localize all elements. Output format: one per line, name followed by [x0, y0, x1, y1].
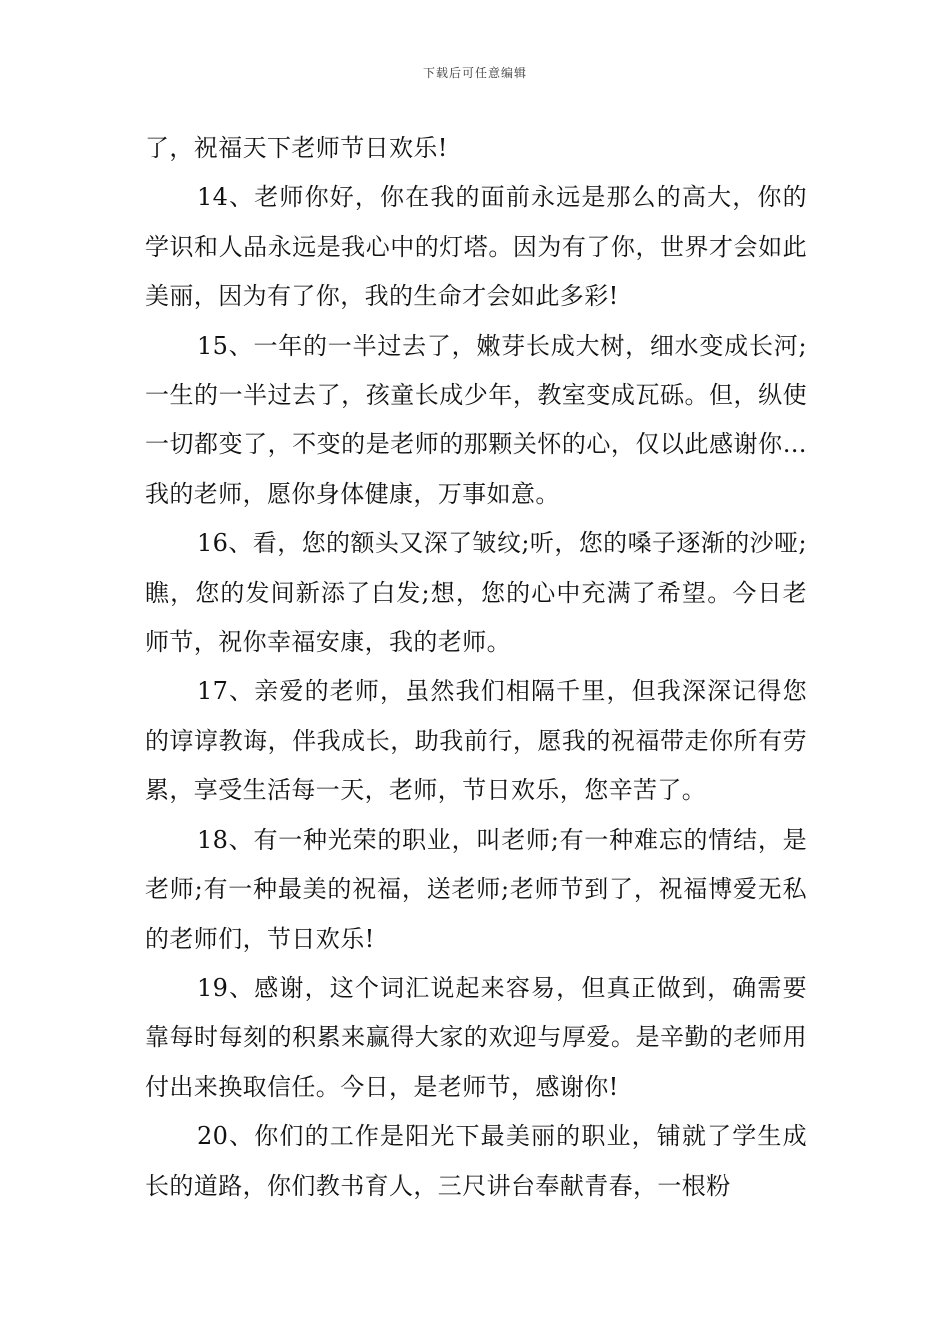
page-header: 下载后可任意编辑: [422, 66, 527, 80]
paragraph-17: 17、亲爱的老师，虽然我们相隔千里，但我深深记得您的谆谆教诲，伴我成长，助我前行，愿我的祝福带走你所有劳累，享受生活每一天，老师，节日欢乐，您辛苦了。: [145, 677, 807, 805]
paragraph-16: 16、看，您的额头又深了皱纹;听，您的嗓子逐渐的沙哑;瞧，您的发间新添了白发;想，您的心中充满了希望。今日老师节，祝你幸福安康，我的老师。: [145, 529, 807, 657]
paragraph-15: 15、一年的一半过去了，嫩芽长成大树，细水变成长河;一生的一半过去了，孩童长成少年，教室变成瓦砾。但，纵使一切都变了，不变的是老师的那颗关怀的心，仅以此感谢你…我的老师，愿你身体健康，万事如意。: [145, 331, 807, 508]
paragraph-18: 18、有一种光荣的职业，叫老师;有一种难忘的情结，是老师;有一种最美的祝福，送老师;老师节到了，祝福博爱无私的老师们，节日欢乐!: [145, 825, 807, 953]
document-body: [145, 124, 807, 1211]
paragraph-20: 20、你们的工作是阳光下最美丽的职业，铺就了学生成长的道路，你们教书育人，三尺讲台奉献青春，一根粉: [145, 1122, 807, 1200]
paragraph-19: 19、感谢，这个词汇说起来容易，但真正做到，确需要靠每时每刻的积累来赢得大家的欢迎与厚爱。是辛勤的老师用付出来换取信任。今日，是老师节，感谢你!: [145, 973, 807, 1101]
paragraph-14: 14、老师你好，你在我的面前永远是那么的高大，你的学识和人品永远是我心中的灯塔。因为有了你，世界才会如此美丽，因为有了你，我的生命才会如此多彩!: [145, 183, 807, 311]
paragraph-continuation: 了，祝福天下老师节日欢乐!: [145, 134, 448, 162]
